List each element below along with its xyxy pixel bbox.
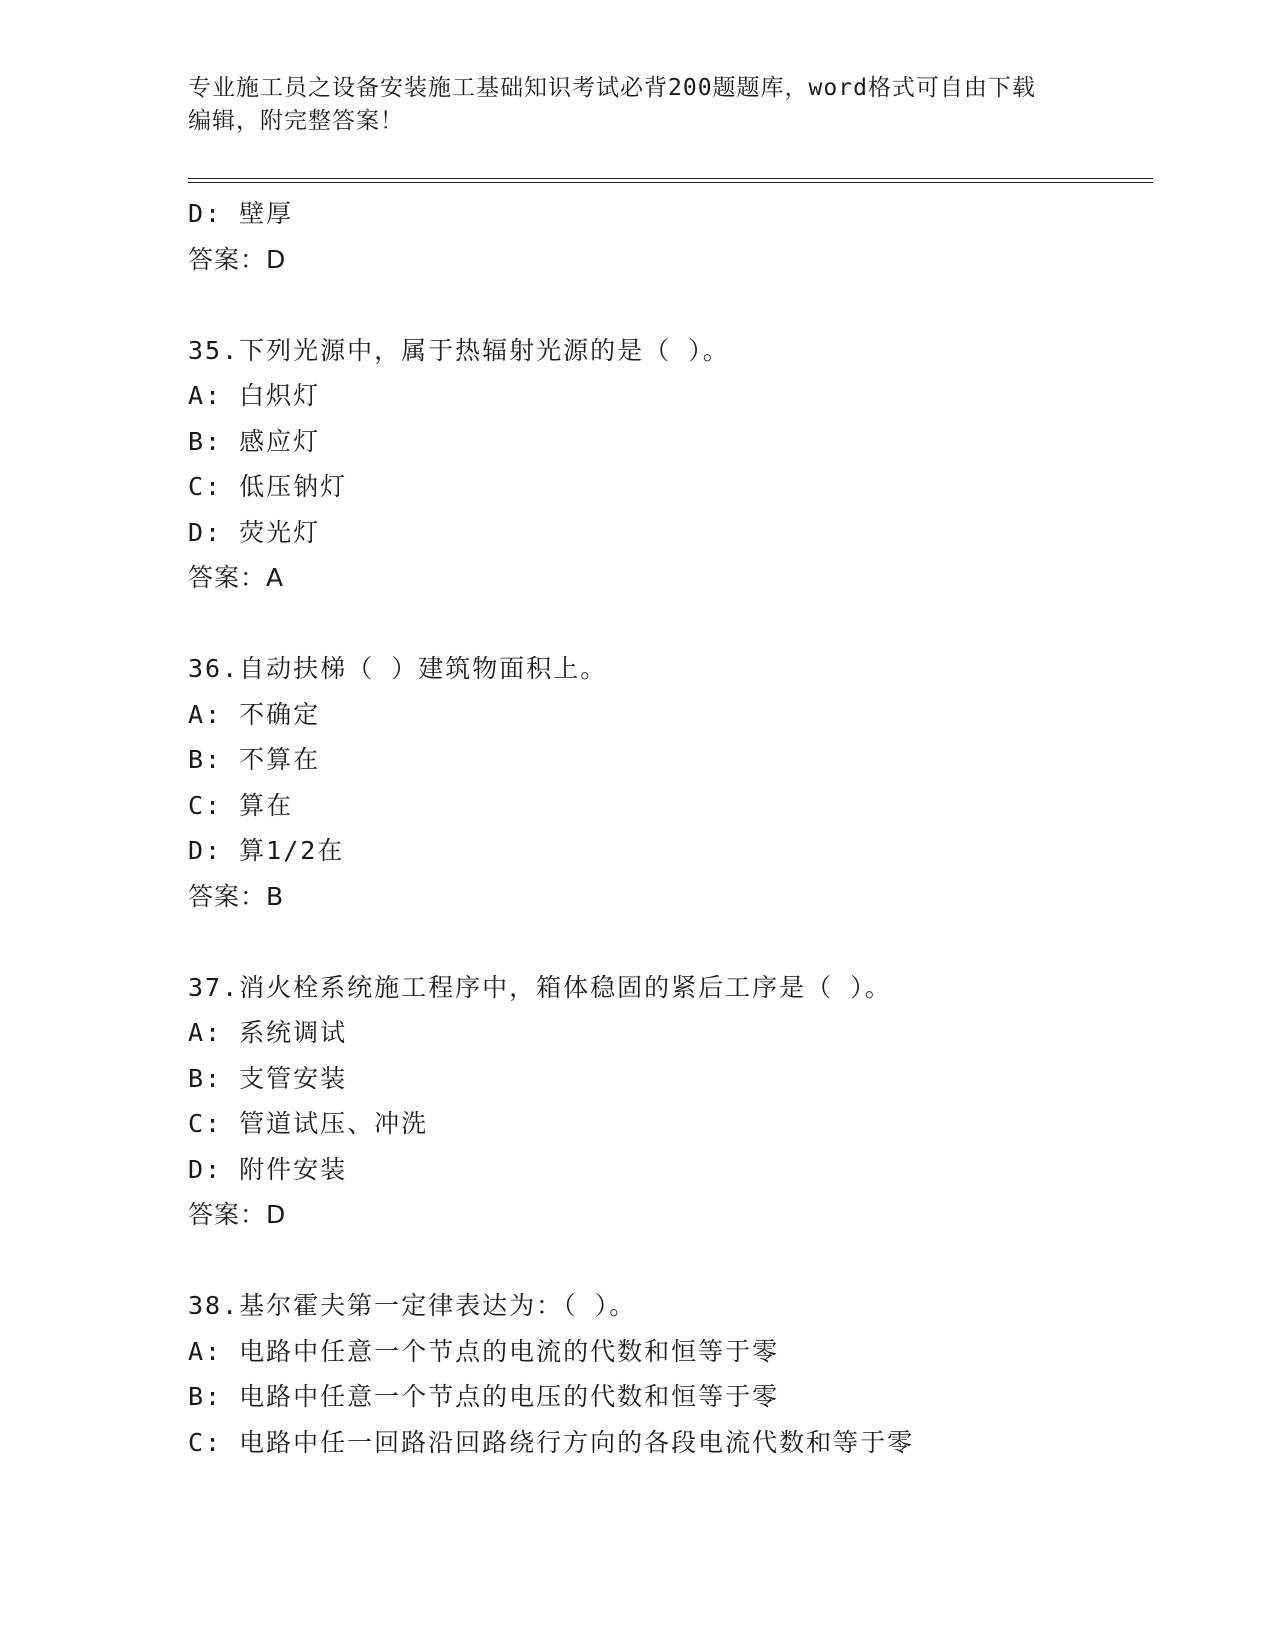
option-d: D: 附件安装 bbox=[188, 1154, 348, 1184]
question-37 bbox=[188, 965, 1148, 1238]
option-d: D: 算1/2在 bbox=[188, 836, 345, 865]
prev-question-option-d: D: 壁厚 bbox=[188, 199, 294, 228]
question-list bbox=[188, 191, 1148, 1465]
option-a: A: 白炽灯 bbox=[188, 381, 321, 410]
option-c: C: 低压钠灯 bbox=[188, 472, 348, 501]
question-answer: 答案：D bbox=[188, 1200, 287, 1229]
document-header bbox=[188, 72, 1068, 138]
option-b: B: 感应灯 bbox=[188, 426, 321, 456]
option-a: A: 不确定 bbox=[188, 699, 321, 729]
option-b: B: 不算在 bbox=[188, 745, 321, 774]
question-answer: 答案：A bbox=[188, 563, 285, 592]
question-stem: 35.下列光源中，属于热辐射光源的是（ ）。 bbox=[188, 335, 730, 365]
option-d: D: 荧光灯 bbox=[188, 517, 321, 547]
option-c: C: 电路中任一回路沿回路绕行方向的各段电流代数和等于零 bbox=[188, 1427, 915, 1457]
header-line-2: 编辑，附完整答案！ bbox=[188, 108, 404, 134]
question-36 bbox=[188, 646, 1148, 919]
option-c: C: 管道试压、冲洗 bbox=[188, 1109, 429, 1138]
question-stem: 38.基尔霍夫第一定律表达为：（ ）。 bbox=[188, 1291, 637, 1320]
question-35 bbox=[188, 328, 1148, 601]
question-stem: 37.消火栓系统施工程序中，箱体稳固的紧后工序是（ ）。 bbox=[188, 972, 892, 1002]
header-line-1: 专业施工员之设备安装施工基础知识考试必背200题题库，word格式可自由下载 bbox=[188, 75, 1036, 101]
spacer bbox=[188, 919, 1148, 965]
option-b: B: 电路中任意一个节点的电压的代数和恒等于零 bbox=[188, 1382, 780, 1411]
header-divider bbox=[188, 178, 1153, 183]
option-b: B: 支管安装 bbox=[188, 1063, 348, 1093]
question-answer: 答案：B bbox=[188, 881, 285, 911]
spacer bbox=[188, 1238, 1148, 1284]
option-a: A: 电路中任意一个节点的电流的代数和恒等于零 bbox=[188, 1336, 780, 1366]
option-a: A: 系统调试 bbox=[188, 1018, 348, 1047]
prev-question-answer: 答案：D bbox=[188, 244, 287, 274]
spacer bbox=[188, 601, 1148, 647]
question-stem: 36.自动扶梯（ ）建筑物面积上。 bbox=[188, 654, 608, 683]
question-38 bbox=[188, 1283, 1148, 1465]
spacer bbox=[188, 282, 1148, 328]
option-c: C: 算在 bbox=[188, 790, 294, 820]
